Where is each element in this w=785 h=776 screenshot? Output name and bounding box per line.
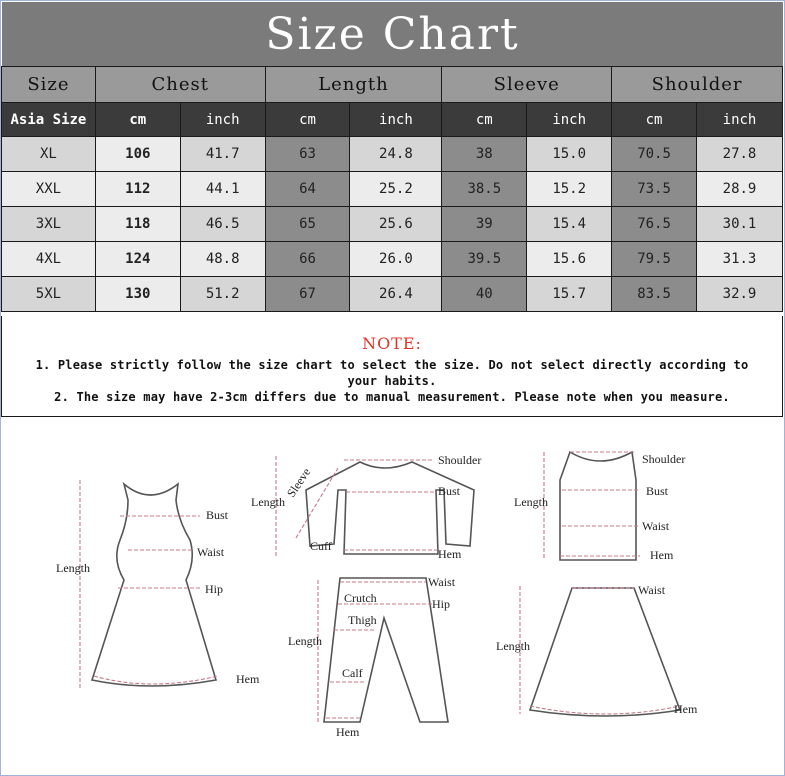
table-cell: 32.9 (697, 277, 783, 312)
table-cell: 70.5 (612, 137, 697, 172)
table-cell: 24.8 (350, 137, 442, 172)
table-cell: 38 (442, 137, 527, 172)
size-table (1, 66, 783, 312)
shirt-label-length: Length (251, 495, 285, 509)
skirt-label-waist: Waist (638, 583, 666, 597)
dress-label-hem: Hem (236, 672, 260, 686)
table-cell: 25.2 (350, 172, 442, 207)
dress-label-length: Length (56, 561, 90, 575)
dress-label-waist: Waist (197, 545, 225, 559)
table-cell: 41.7 (180, 137, 265, 172)
table-cell: 26.4 (350, 277, 442, 312)
table-cell: 118 (95, 207, 180, 242)
header-sleeve: Sleeve (442, 67, 612, 103)
header-chest: Chest (95, 67, 265, 103)
unit-length-cm: cm (265, 103, 350, 137)
header-size: Size (2, 67, 96, 103)
table-cell: 65 (265, 207, 350, 242)
shirt-label-sleeve: Sleeve (283, 465, 314, 500)
table-row (2, 242, 783, 277)
table-cell: 67 (265, 277, 350, 312)
table-cell: 66 (265, 242, 350, 277)
table-cell: 112 (95, 172, 180, 207)
size-label: 4XL (2, 242, 96, 277)
table-cell: 39 (442, 207, 527, 242)
table-row (2, 277, 783, 312)
skirt-label-hem: Hem (674, 702, 698, 716)
table-cell: 27.8 (697, 137, 783, 172)
shirt-label-shoulder: Shoulder (438, 453, 482, 467)
table-cell: 76.5 (612, 207, 697, 242)
table-cell: 79.5 (612, 242, 697, 277)
table-cell: 51.2 (180, 277, 265, 312)
note-box (1, 316, 783, 417)
pants-label-calf: Calf (342, 666, 363, 680)
pants-label-hip: Hip (432, 597, 450, 611)
table-cell: 40 (442, 277, 527, 312)
table-cell: 39.5 (442, 242, 527, 277)
pants-outline (324, 578, 448, 722)
dress-diagram (56, 480, 260, 688)
header-length: Length (265, 67, 442, 103)
table-cell: 30.1 (697, 207, 783, 242)
pants-label-hem: Hem (336, 725, 360, 739)
table-cell: 130 (95, 277, 180, 312)
pants-label-waist: Waist (428, 575, 456, 589)
table-cell: 63 (265, 137, 350, 172)
note-line-1: 1. Please strictly follow the size chart to select the size. Do not select directly according to (35, 358, 749, 372)
shirt-label-cuff: Cuff (310, 539, 332, 553)
skirt-diagram (496, 583, 698, 716)
table-row (2, 137, 783, 172)
table-cell: 73.5 (612, 172, 697, 207)
measurement-diagrams (0, 420, 785, 776)
unit-header-row (2, 103, 783, 137)
unit-length-inch: inch (350, 103, 442, 137)
table-cell: 15.6 (527, 242, 612, 277)
table-row (2, 207, 783, 242)
unit-shoulder-inch: inch (697, 103, 783, 137)
header-asia-size: Asia Size (2, 103, 96, 137)
unit-shoulder-cm: cm (612, 103, 697, 137)
table-cell: 64 (265, 172, 350, 207)
table-cell: 15.0 (527, 137, 612, 172)
tank-outline (560, 452, 636, 560)
skirt-label-length: Length (496, 639, 530, 653)
tank-label-waist: Waist (642, 519, 670, 533)
table-cell: 46.5 (180, 207, 265, 242)
tank-diagram (514, 452, 685, 562)
table-cell: 124 (95, 242, 180, 277)
tank-label-length: Length (514, 495, 548, 509)
table-cell: 28.9 (697, 172, 783, 207)
table-cell: 15.4 (527, 207, 612, 242)
table-cell: 15.7 (527, 277, 612, 312)
group-header-row (2, 67, 783, 103)
shirt-diagram (251, 453, 481, 561)
table-cell: 48.8 (180, 242, 265, 277)
table-cell: 44.1 (180, 172, 265, 207)
unit-sleeve-inch: inch (527, 103, 612, 137)
shirt-label-bust: Bust (438, 484, 461, 498)
size-label: XXL (2, 172, 96, 207)
pants-diagram (288, 575, 456, 739)
tank-label-shoulder: Shoulder (642, 452, 686, 466)
note-line-1-cont: your habits. (347, 374, 437, 388)
table-cell: 83.5 (612, 277, 697, 312)
dress-label-bust: Bust (206, 508, 229, 522)
note-line-2: 2. The size may have 2-3cm differs due to manual measurement. Please note when you measure. (54, 390, 730, 404)
page-title: Size Chart (2, 2, 783, 66)
unit-chest-cm: cm (95, 103, 180, 137)
skirt-outline (530, 588, 680, 716)
table-cell: 15.2 (527, 172, 612, 207)
table-cell: 31.3 (697, 242, 783, 277)
tank-label-hem: Hem (650, 548, 674, 562)
unit-chest-inch: inch (180, 103, 265, 137)
note-title: NOTE: (362, 334, 422, 353)
shirt-label-hem: Hem (438, 547, 462, 561)
size-label: XL (2, 137, 96, 172)
dress-label-hip: Hip (205, 582, 223, 596)
size-label: 3XL (2, 207, 96, 242)
table-cell: 106 (95, 137, 180, 172)
pants-label-thigh: Thigh (348, 613, 377, 627)
table-cell: 38.5 (442, 172, 527, 207)
header-shoulder: Shoulder (612, 67, 783, 103)
unit-sleeve-cm: cm (442, 103, 527, 137)
table-row (2, 172, 783, 207)
tank-label-bust: Bust (646, 484, 669, 498)
pants-label-crutch: Crutch (344, 591, 377, 605)
dress-outline (92, 484, 216, 686)
size-label: 5XL (2, 277, 96, 312)
pants-label-length: Length (288, 634, 322, 648)
table-cell: 26.0 (350, 242, 442, 277)
table-cell: 25.6 (350, 207, 442, 242)
